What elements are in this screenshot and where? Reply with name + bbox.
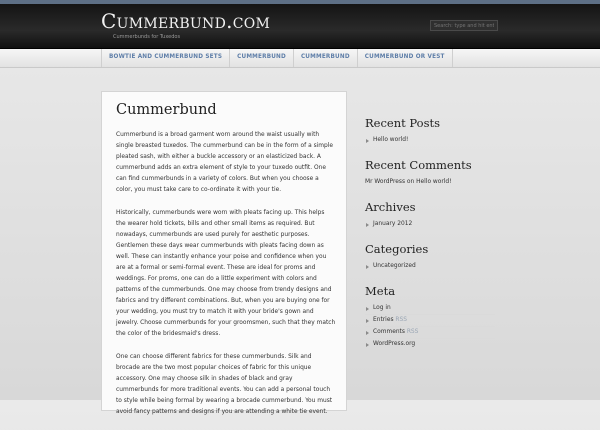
post-title[interactable]: Cummerbund (116, 102, 217, 118)
comments-link[interactable]: Comments (373, 329, 405, 335)
comments-rss-abbr: RSS (406, 329, 419, 335)
meta-widget (365, 284, 495, 350)
nav-item-cummerbund-or-vest[interactable]: CUMMERBUND OR VEST (357, 49, 453, 67)
widget-title: Recent Posts (365, 116, 441, 130)
meta-comments-rss (365, 326, 495, 338)
post-paragraph: Historically, cummerbunds were worn with pleats facing up. This helps the wearer hold tickets, bills and other small items as required. But nowadays, cummerbunds are used purely for aesthetic purposes. Gentlemen these days wear cummerbunds with pleats facing down as well. These can instantly enhance your poise and confidence when you are at a formal or semi-formal event. These are ideal for proms and weddings. For proms, one can do a little experiment with colors and patterns of the cummerbunds. One may choose from trendy designs and fabrics and try different combinations. But, when you are buying one for your wedding, you must try to match it with your bride's gown and jewelry. Choose cummerbunds for your groomsmen, such that they match the color of the bridesmaid's dress. (116, 210, 336, 337)
meta-log-in-link[interactable]: Log in (365, 303, 495, 314)
archive-link[interactable]: January 2012 (365, 219, 495, 230)
post-paragraph: Cummerbund is a broad garment worn around the waist usually with single breasted tuxedos. The cummerbund can be in the form of a simple pleated sash, with either a buckle accessory or an elasticized back. A cummerbund adds an extra element of style to your tuxedo outfit. One can find cummerbunds in a variety of colors. But when you choose a color, you must take care to co-ordinate it with your tie. (116, 132, 334, 193)
nav-item-bowtie-and-cummerbund-sets[interactable]: BOWTIE AND CUMMERBUND SETS (101, 49, 229, 67)
comment-on-text: on (406, 179, 415, 185)
post-content (101, 91, 347, 415)
meta-wordpress-org-link[interactable]: WordPress.org (365, 338, 495, 350)
recent-posts-widget (365, 116, 495, 146)
post-body (116, 130, 336, 430)
entries-rss-abbr: RSS (395, 317, 407, 323)
archives-widget (365, 200, 495, 230)
entries-link[interactable]: Entries (373, 317, 394, 323)
post-paragraph: One can choose different fabrics for these cummerbunds. Silk and brocade are the two most popular choices of fabric for this unique accessory. One may choose silk in shades of black and gray cummerbunds for more traditional events. You can add a personal touch to style while being formal by wearing a brocade cummerbund. You must avoid fancy patterns and designs if you are attending a white tie event. (116, 354, 333, 415)
comment-post-link[interactable]: Hello world! (416, 179, 452, 185)
categories-widget (365, 242, 495, 272)
category-link[interactable]: Uncategorized (365, 261, 495, 272)
site-title[interactable]: Cummerbund.com (101, 9, 271, 33)
sidebar (365, 116, 495, 362)
widget-title: Recent Comments (365, 158, 472, 172)
widget-title: Categories (365, 242, 429, 256)
main-navigation (0, 49, 600, 68)
recent-post-link[interactable]: Hello world! (365, 135, 495, 146)
recent-comment-item (365, 177, 495, 188)
site-description: Cummerbunds for Tuxedos (113, 34, 181, 40)
search-input[interactable] (430, 20, 498, 31)
widget-title: Archives (365, 200, 416, 214)
nav-item-cummerbund-2[interactable]: CUMMERBUND (293, 49, 357, 67)
site-header (0, 4, 600, 49)
comment-author[interactable]: Mr WordPress (365, 179, 406, 185)
meta-entries-rss (365, 314, 495, 326)
nav-item-cummerbund[interactable]: CUMMERBUND (229, 49, 293, 67)
widget-title: Meta (365, 284, 396, 298)
nav-menu (101, 49, 453, 67)
recent-comments-widget (365, 158, 495, 188)
